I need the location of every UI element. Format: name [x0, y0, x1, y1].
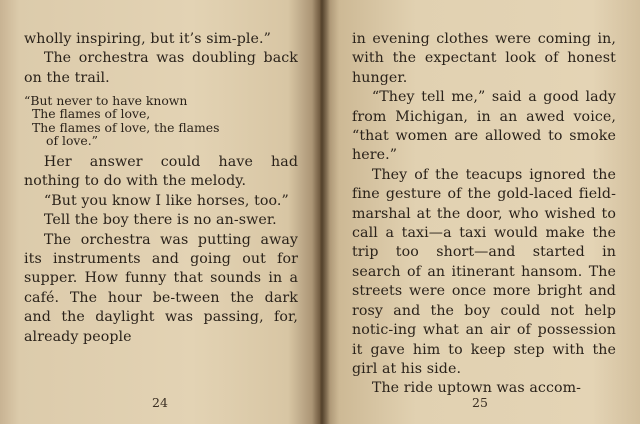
right-page: [320, 0, 640, 424]
book-gutter: [312, 0, 330, 424]
left-paragraph-1: wholly inspiring, but it’s sim-ple.”: [24, 31, 271, 47]
page-number-right: 25: [472, 395, 488, 410]
right-paragraph-1: in evening clothes were coming in, with the expectant look of honest hunger.: [352, 31, 616, 86]
song-verse: [24, 94, 298, 147]
left-paragraph-3: Her answer could have had nothing to do with the melody.: [24, 154, 298, 190]
verse-line-1: “But never to have known: [24, 93, 188, 109]
right-paragraph-3: They of the teacups ignored the fine gesture of the gold-laced field-marshal at the door, who wished to call a taxi—a taxi would make the trip too short—and started in search of an itinerant hansom. The streets were once more bright and rosy and the boy could not help notic-ing what an air of possession it gave him to keep step with the girl at his side.: [352, 166, 616, 377]
left-paragraph-6: The orchestra was putting away its instruments and going out for supper. How funny that sounds in a café. The hour be-tween the dark and the daylight was passing, for, already people: [24, 231, 298, 345]
verse-line-2: The flames of love,: [32, 106, 151, 122]
right-paragraph-2: “They tell me,” said a good lady from Michigan, in an awed voice, “that women are allowed to smoke here.”: [352, 89, 616, 164]
left-paragraph-2: The orchestra was doubling back on the trail.: [24, 50, 298, 86]
verse-line-4: of love.”: [46, 132, 99, 148]
page-number-left: 24: [152, 395, 168, 410]
left-paragraph-4: “But you know I like horses, too.”: [43, 192, 289, 209]
verse-line-3: The flames of love, the flames: [32, 119, 220, 135]
left-paragraph-5: Tell the boy there is no an-swer.: [43, 212, 277, 229]
right-paragraph-4: The ride uptown was accom-: [371, 380, 582, 397]
